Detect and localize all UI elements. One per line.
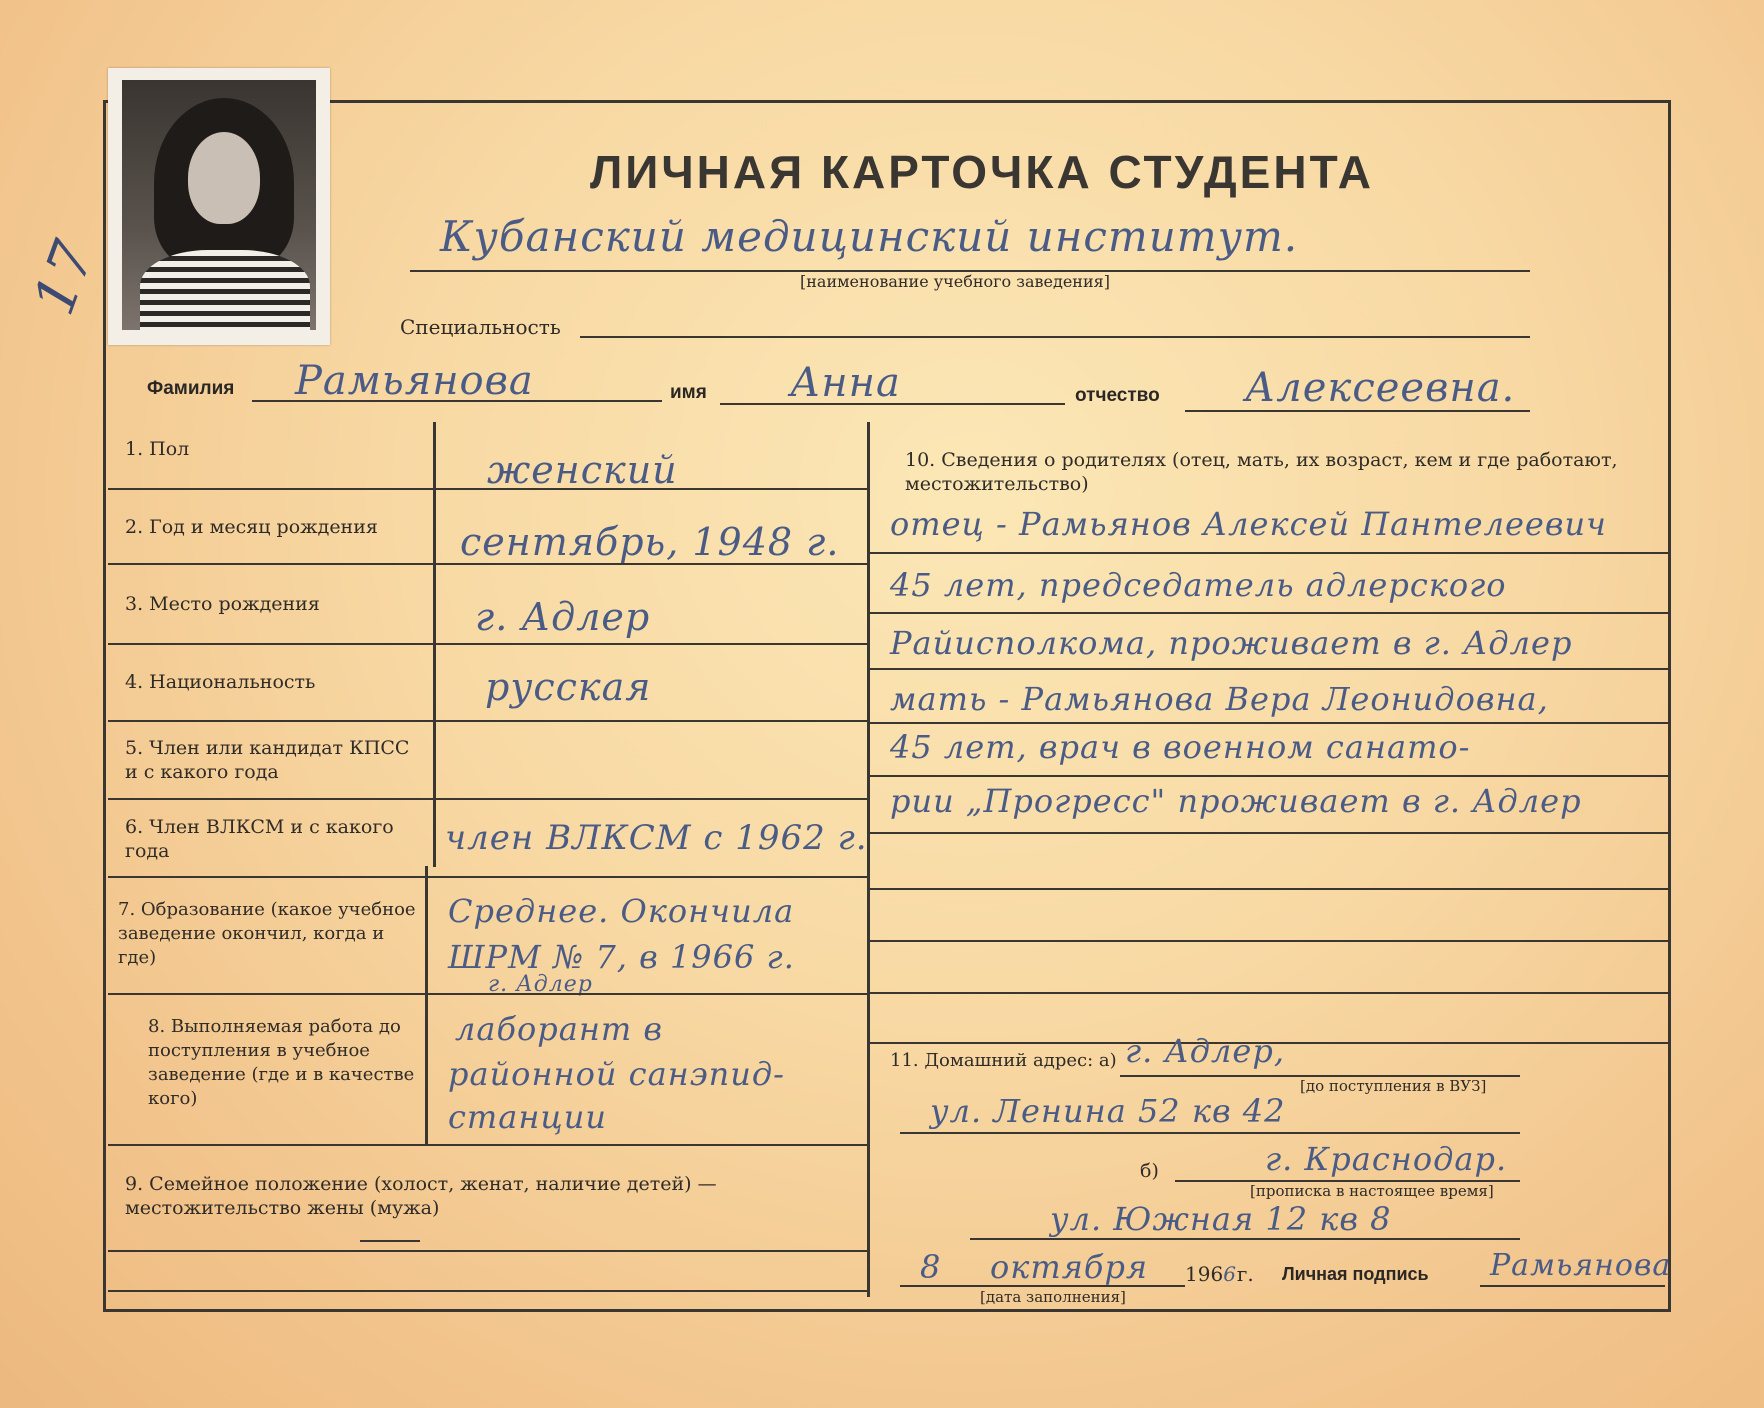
row-party-label: 5. Член или кандидат КПСС и с какого года: [125, 737, 410, 783]
parents-rule: [870, 940, 1670, 942]
signature: Рамьянова: [1490, 1248, 1672, 1283]
patronymic-label: отчество: [1075, 385, 1160, 406]
parents-rule: [870, 668, 1670, 670]
margin-note: 17: [21, 231, 108, 324]
row-education-label: 7. Образование (какое учебное заведение окончил, когда и где): [118, 899, 416, 968]
row-nationality-value: русская: [485, 665, 652, 709]
specialty-label: Специальность: [400, 315, 561, 339]
parents-rule: [870, 888, 1670, 890]
family-dash: [360, 1240, 420, 1242]
address-b-label: б): [1140, 1160, 1159, 1182]
page-title: ЛИЧНАЯ КАРТОЧКА СТУДЕНТА: [590, 146, 1374, 198]
address-a-caption: [до поступления в ВУЗ]: [1300, 1077, 1487, 1095]
date-month: октября: [990, 1248, 1149, 1286]
row-work-value-2: районной санэпид-: [448, 1055, 785, 1093]
row-birth-value: сентябрь, 1948 г.: [460, 520, 840, 564]
parents-label: 10. Сведения о родителях (отец, мать, их возраст, кем и где работают, местожительство): [905, 449, 1618, 495]
row-birthplace-label: 3. Место рождения: [125, 593, 320, 615]
student-photo: [108, 68, 330, 345]
family-status-label: 9. Семейное положение (холост, женат, наличие детей) — местожительство жены (мужа): [125, 1173, 717, 1219]
address-b-street-line: [970, 1238, 1520, 1240]
parents-rule: [870, 552, 1670, 554]
row-divider: [108, 798, 868, 800]
family-line: [108, 1290, 868, 1292]
parents-rule: [870, 722, 1670, 724]
row-work-label: 8. Выполняемая работа до поступления в учебное заведение (где и в качестве кого): [148, 1016, 415, 1109]
row-nationality-label: 4. Национальность: [125, 671, 316, 693]
row-divider: [108, 720, 868, 722]
parents-line-3: Райисполкома, проживает в г. Адлер: [890, 624, 1573, 662]
parents-line-2: 45 лет, председатель адлерского: [890, 566, 1507, 604]
address-b-city: г. Краснодар.: [1265, 1140, 1508, 1178]
parents-line-1: отец - Рамьянов Алексей Пантелеевич: [890, 505, 1607, 543]
row-birthplace-value: г. Адлер: [475, 595, 651, 639]
row-divider: [108, 488, 868, 490]
row-work-value-1: лаборант в: [455, 1010, 664, 1048]
left-column-divider-lower: [425, 866, 428, 1144]
address-a-city: г. Адлер,: [1125, 1032, 1285, 1070]
signature-line: [1480, 1285, 1665, 1287]
patronymic-value: Алексеевна.: [1245, 365, 1516, 411]
institution-value: Кубанский медицинский институт.: [440, 212, 1299, 261]
row-education-value-1: Среднее. Окончила: [448, 892, 795, 930]
signature-label: Личная подпись: [1282, 1264, 1429, 1284]
row-sex-value: женский: [487, 448, 678, 492]
address-label: 11. Домашний адрес: а): [890, 1050, 1117, 1071]
row-divider: [108, 1144, 868, 1146]
date-year: [1185, 1262, 1254, 1286]
date-line: [900, 1285, 1185, 1287]
parents-line-5: 45 лет, врач в военном санато-: [890, 728, 1471, 766]
parents-rule: [870, 612, 1670, 614]
row-work-value-3: станции: [448, 1098, 607, 1136]
first-name-value: Анна: [790, 360, 901, 406]
row-education-value-3: г. Адлер: [488, 972, 593, 997]
row-sex-label: 1. Пол: [125, 438, 190, 460]
row-divider: [108, 876, 868, 878]
address-a-street: ул. Ленина 52 кв 42: [930, 1092, 1286, 1130]
parents-line-4: мать - Рамьянова Вера Леонидовна,: [890, 680, 1549, 718]
row-komsomol-value: член ВЛКСМ с 1962 г.: [445, 818, 868, 858]
parents-line-6: рии „Прогресс" проживает в г. Адлер: [890, 782, 1582, 820]
specialty-line: [580, 336, 1530, 338]
parents-rule: [870, 832, 1670, 834]
date-year-unit: г.: [1236, 1262, 1254, 1286]
date-day: 8: [920, 1248, 942, 1286]
row-divider: [108, 993, 868, 995]
family-line: [108, 1250, 868, 1252]
address-a-street-line: [900, 1132, 1520, 1134]
row-komsomol-label: 6. Член ВЛКСМ и с какого года: [125, 816, 394, 862]
row-birth-label: 2. Год и месяц рождения: [125, 516, 378, 538]
surname-label: Фамилия: [147, 378, 235, 399]
row-divider: [108, 563, 868, 565]
date-year-suffix: 6: [1223, 1262, 1237, 1286]
row-divider: [108, 643, 868, 645]
address-b-street: ул. Южная 12 кв 8: [1050, 1200, 1392, 1238]
date-year-prefix: 196: [1185, 1262, 1224, 1286]
address-b-caption: [прописка в настоящее время]: [1250, 1182, 1494, 1200]
institution-caption: [наименование учебного заведения]: [800, 272, 1110, 291]
row-education-value-2: ШРМ № 7, в 1966 г.: [448, 938, 795, 976]
parents-rule: [870, 775, 1670, 777]
surname-value: Рамьянова: [295, 358, 534, 404]
date-caption: [дата заполнения]: [980, 1288, 1126, 1306]
parents-rule: [870, 992, 1670, 994]
first-name-label: имя: [670, 382, 707, 403]
